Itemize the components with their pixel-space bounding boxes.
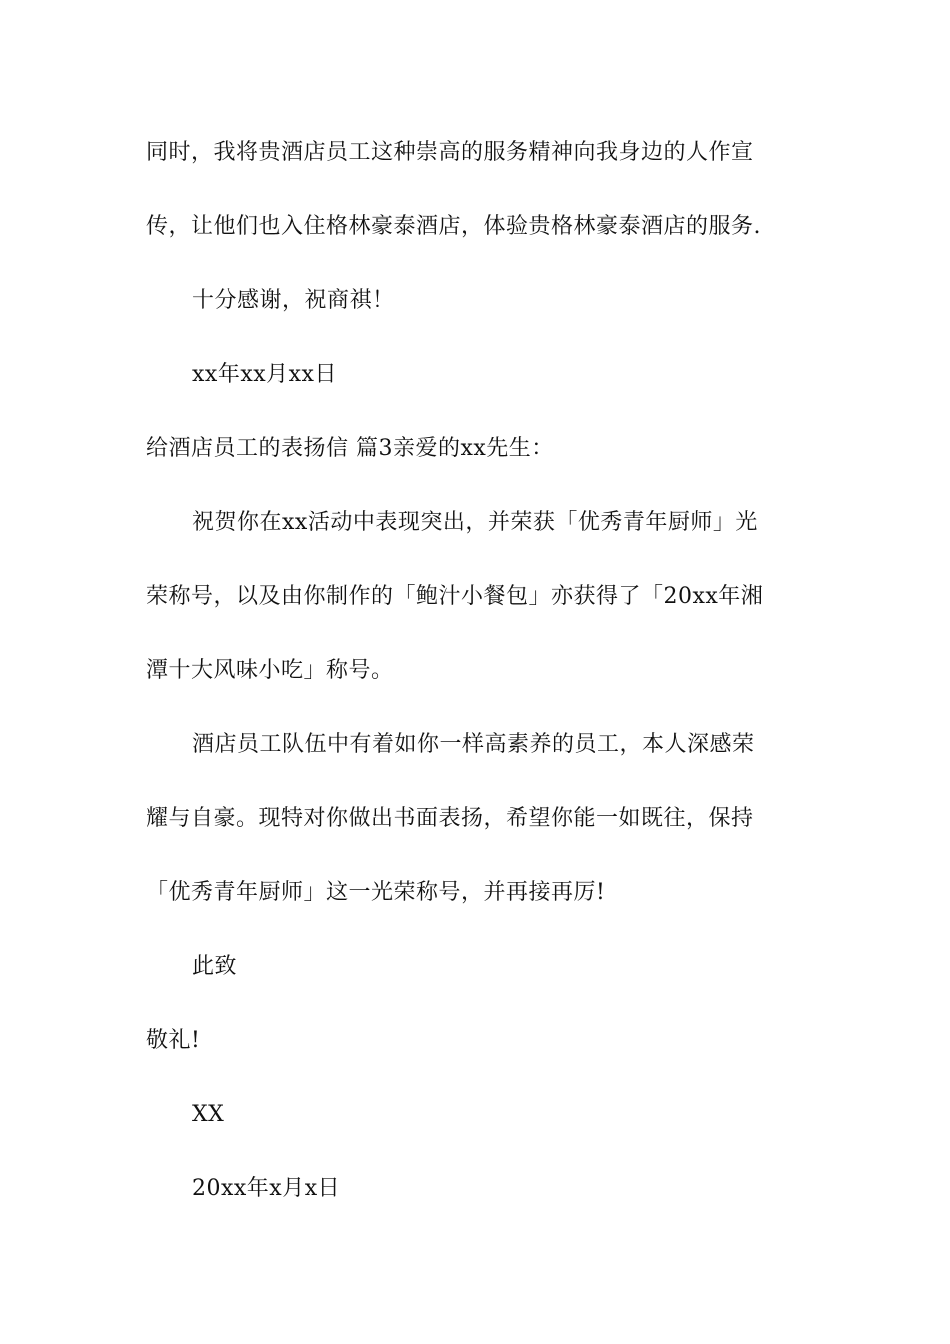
date-line: xx年xx月xx日 [192,362,337,387]
paragraph-line: 祝贺你在xx活动中表现突出，并荣获「优秀青年厨师」光 [192,510,758,535]
paragraph-line: 酒店员工队伍中有着如你一样高素养的员工，本人深感荣 [192,732,755,757]
paragraph-line: 潭十大风味小吃」称号。 [146,658,394,683]
salutation-line: 此致 [192,954,238,979]
paragraph-line: 同时，我将贵酒店员工这种崇高的服务精神向我身边的人作宣 [146,140,754,165]
paragraph-line: 耀与自豪。现特对你做出书面表扬，希望你能一如既往，保持 [146,806,754,831]
paragraph-line: 传，让他们也入住格林豪泰酒店，体验贵格林豪泰酒店的服务. [146,214,761,239]
paragraph-line: 「优秀青年厨师」这一光荣称号，并再接再厉! [146,880,606,905]
paragraph-line: 荣称号，以及由你制作的「鲍汁小餐包」亦获得了「20xx年湘 [146,584,764,609]
closing-thanks: 十分感谢，祝商祺！ [192,288,395,313]
salutation-line: 敬礼! [146,1028,201,1053]
signature-line: XX [192,1102,225,1127]
letter-heading: 给酒店员工的表扬信 篇3亲爱的xx先生： [146,436,554,461]
date-line: 20xx年x月x日 [192,1176,341,1201]
